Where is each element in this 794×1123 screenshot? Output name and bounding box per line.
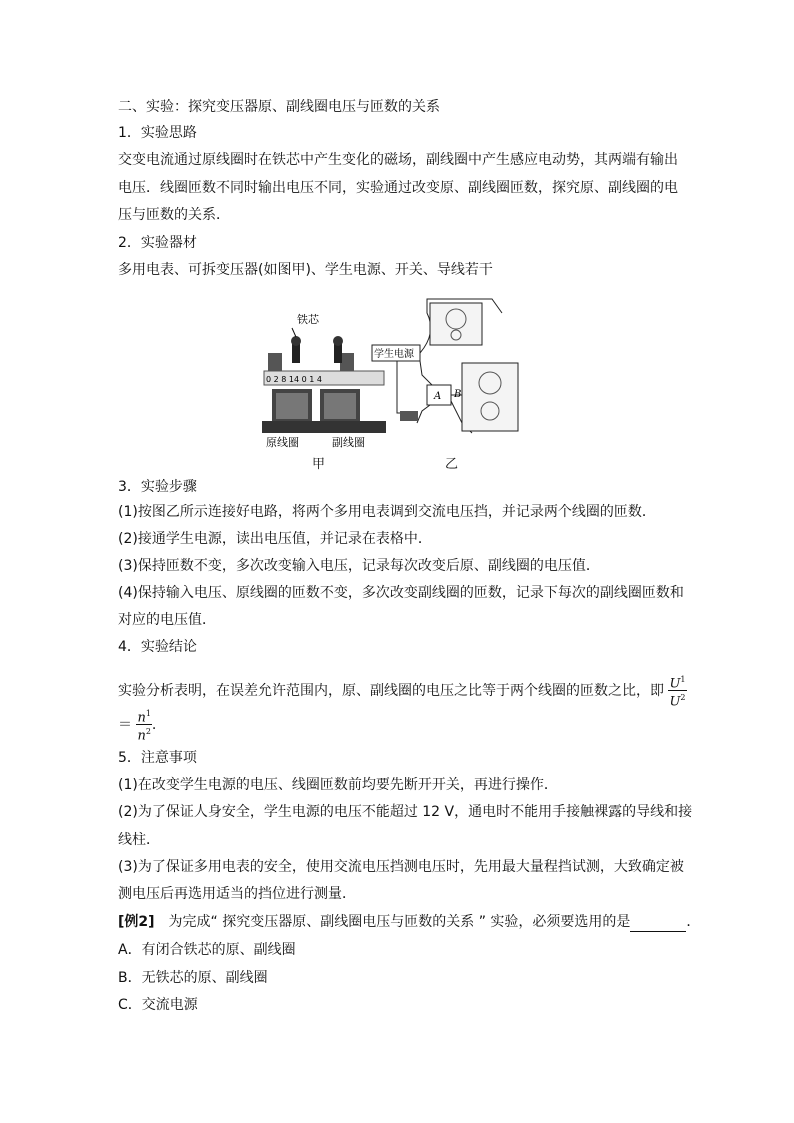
example-tag: [例2] <box>118 914 155 930</box>
step-2: (2)接通学生电源，读出电压值，并记录在表格中． <box>118 531 432 547</box>
conclusion-text <box>118 673 687 709</box>
label-coil-a: A <box>434 391 442 402</box>
turns-numerator <box>136 707 151 725</box>
caption-yi: 乙 <box>445 457 459 472</box>
conclusion-equation <box>118 707 156 743</box>
circuit-diagram <box>372 299 518 433</box>
turns-ratio <box>136 707 151 743</box>
voltage-denominator <box>668 691 686 708</box>
paragraph-line: 交变电流通过原线圈时在铁芯中产生变化的磁场，副线圈中产生感应电动势，其两端有输出 <box>118 152 678 168</box>
heading-equipment: 2．实验器材 <box>118 235 197 251</box>
n-subscript-1: 1 <box>145 709 151 718</box>
section-title: 二、实验：探究变压器原、副线圈电压与匝数的关系 <box>118 99 440 115</box>
label-core: 铁芯 <box>297 313 319 326</box>
example-stem: 为完成“ 探究变压器原、副线圈电压与匝数的关系 ” 实验，必须要选用的是 <box>154 914 631 930</box>
heading-notes: 5．注意事项 <box>118 750 197 766</box>
u-symbol: U <box>669 694 681 710</box>
transformer-figure <box>262 293 532 472</box>
example-end: ． <box>686 914 701 930</box>
transformer-diagram <box>262 293 532 468</box>
option-c: C．交流电源 <box>118 997 198 1013</box>
label-primary-coil: 原线圈 <box>266 436 299 449</box>
step-4-line-2: 对应的电压值． <box>118 612 216 628</box>
heading-steps: 3．实验步骤 <box>118 479 197 495</box>
paragraph-line: 多用电表、可拆变压器(如图甲)、学生电源、开关、导线若干 <box>118 262 493 278</box>
note-2-line-1: (2)为了保证人身安全，学生电源的电压不能超过 12 V，通电时不能用手接触裸露的导线和接 <box>118 804 693 820</box>
n-symbol: n <box>137 710 146 726</box>
caption-jia: 甲 <box>312 457 326 472</box>
note-3-line-1: (3)为了保证多用电表的安全，使用交流电压挡测电压时，先用最大量程挡试测，大致确定被 <box>118 859 684 875</box>
equals-sign: ＝ <box>118 716 132 733</box>
voltage-ratio <box>668 673 686 709</box>
label-secondary-coil: 副线圈 <box>332 436 365 449</box>
option-b: B．无铁芯的原、副线圈 <box>118 970 268 986</box>
tick-labels: 0 2 8 14 0 1 4 <box>266 375 322 384</box>
u-symbol: U <box>669 676 681 692</box>
u-subscript-1: 1 <box>680 675 686 684</box>
note-1: (1)在改变学生电源的电压、线圈匝数前均要先断开开关，再进行操作． <box>118 777 558 793</box>
answer-blank[interactable] <box>630 917 686 932</box>
step-1: (1)按图乙所示连接好电路，将两个多用电表调到交流电压挡，并记录两个线圈的匝数． <box>118 504 656 520</box>
u-subscript-2: 2 <box>680 693 686 703</box>
heading-experiment-idea: 1．实验思路 <box>118 125 197 141</box>
label-coil-b: B <box>454 389 462 400</box>
paragraph-line: 电压．线圈匝数不同时输出电压不同，实验通过改变原、副线圈匝数，探究原、副线圈的电 <box>118 180 678 196</box>
n-symbol: n <box>137 728 146 744</box>
step-3: (3)保持匝数不变，多次改变输入电压，记录每次改变后原、副线圈的电压值． <box>118 558 600 574</box>
note-2-line-2: 线柱． <box>118 832 160 848</box>
note-3-line-2: 测电压后再选用适当的挡位进行测量． <box>118 886 356 902</box>
label-power-supply: 学生电源 <box>374 349 414 360</box>
turns-denominator <box>136 725 151 742</box>
switch <box>400 411 418 421</box>
paragraph-line: 压与匝数的关系． <box>118 207 230 223</box>
conclusion-sentence: 实验分析表明，在误差允许范围内，原、副线圈的电压之比等于两个线圈的匝数之比，即 <box>118 682 664 699</box>
option-a: A．有闭合铁芯的原、副线圈 <box>118 942 296 958</box>
voltage-numerator <box>668 673 686 691</box>
period: . <box>151 716 157 733</box>
n-subscript-2: 2 <box>145 727 151 737</box>
step-4-line-1: (4)保持输入电压、原线圈的匝数不变，多次改变副线圈的匝数，记录下每次的副线圈匝数和 <box>118 585 684 601</box>
heading-conclusion: 4．实验结论 <box>118 639 197 655</box>
example-question <box>118 912 700 932</box>
